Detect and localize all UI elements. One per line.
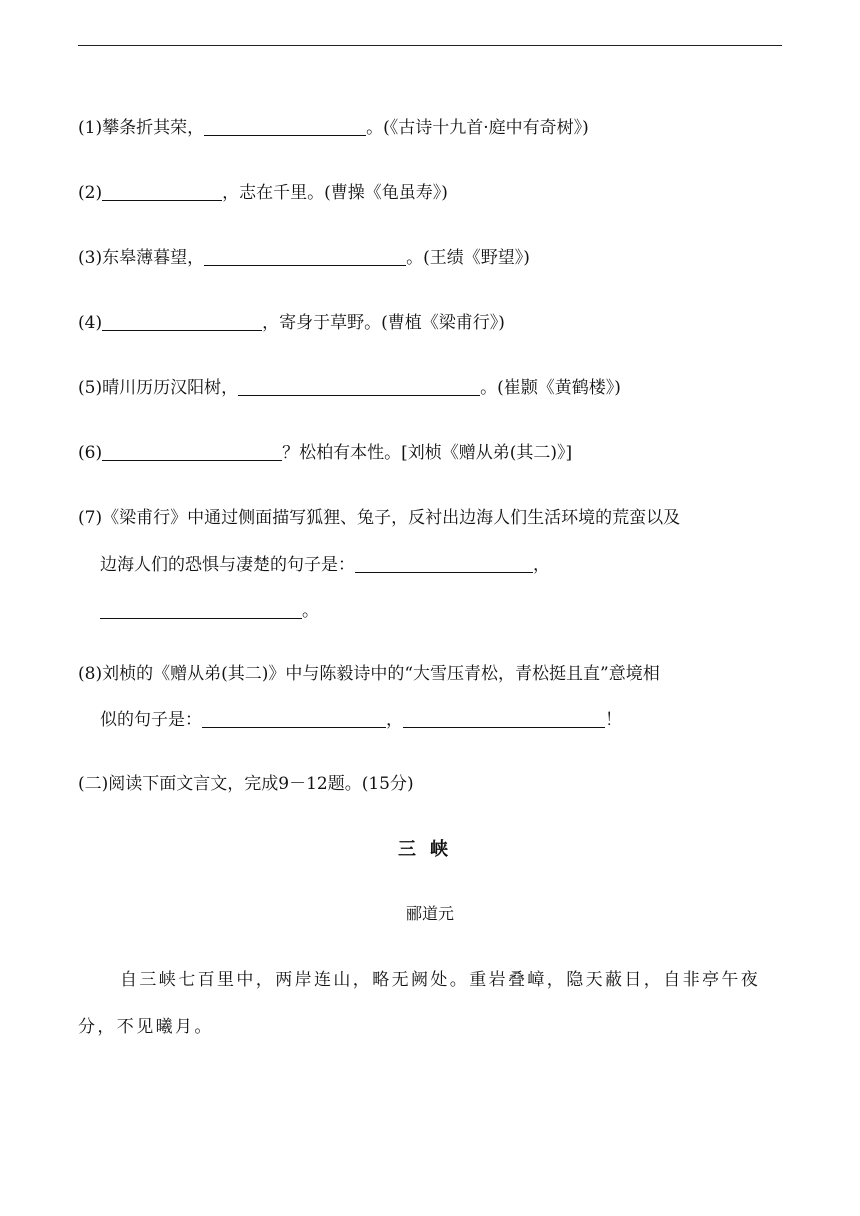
question-7-line-1	[78, 506, 788, 530]
q1-blank[interactable]	[204, 117, 366, 136]
q2-prefix: (2)	[78, 183, 103, 203]
q3-suffix: 。(王绩《野望》)	[406, 248, 530, 268]
q5-suffix: 。(崔颢《黄鹤楼》)	[480, 378, 621, 398]
q3-blank[interactable]	[204, 247, 406, 266]
q8-exclamation: ！	[605, 710, 622, 730]
question-1	[78, 116, 788, 140]
q4-blank[interactable]	[102, 312, 262, 331]
q1-suffix: 。(《古诗十九首·庭中有奇树》)	[366, 118, 589, 138]
passage-author: 郦道元	[405, 904, 454, 923]
q3-prefix: (3)东皋薄暮望，	[78, 248, 205, 268]
question-8-line-1	[78, 662, 788, 686]
question-7-line-2	[100, 553, 810, 577]
q6-prefix: (6)	[78, 443, 103, 463]
q7-period: 。	[302, 601, 319, 621]
q8-text: (8)刘桢的《赠从弟(其二)》中与陈毅诗中的“大雪压青松，青松挺且直”意境相	[78, 664, 660, 684]
q6-suffix: ？松柏有本性。[刘桢《赠从弟(其二)》]	[282, 443, 573, 463]
q7-prompt: 边海人们的恐惧与凄楚的句子是：	[100, 555, 355, 575]
section-heading	[78, 772, 788, 796]
q7-comma: ，	[533, 555, 550, 575]
q8-prompt: 似的句子是：	[100, 710, 202, 730]
question-4	[78, 311, 788, 335]
q4-prefix: (4)	[78, 313, 103, 333]
q8-blank-2[interactable]	[403, 709, 605, 728]
q7-blank-2[interactable]	[100, 600, 302, 619]
header-rule	[78, 45, 782, 46]
q7-blank-1[interactable]	[355, 554, 533, 573]
question-2	[78, 181, 788, 205]
q8-comma: ，	[386, 710, 403, 730]
question-3	[78, 246, 788, 270]
passage-line-1: 自三峡七百里中，两岸连山，略无阙处。重岩叠嶂，隐天蔽日，自非亭午夜	[120, 970, 761, 990]
q4-suffix: ，寄身于草野。(曹植《梁甫行》)	[262, 313, 505, 333]
passage-line-2: 分，不见曦月。	[78, 1017, 214, 1037]
q2-blank[interactable]	[102, 182, 222, 201]
question-5	[78, 376, 788, 400]
q8-blank-1[interactable]	[202, 709, 386, 728]
q1-prefix: (1)攀条折其荣，	[78, 118, 205, 138]
passage-title: 三峡	[398, 839, 462, 860]
q7-text: (7)《梁甫行》中通过侧面描写狐狸、兔子，反衬出边海人们生活环境的荒蛮以及	[78, 508, 681, 528]
q5-blank[interactable]	[238, 377, 480, 396]
q5-prefix: (5)晴川历历汉阳树，	[78, 378, 239, 398]
question-7-line-3	[100, 599, 810, 623]
section-text: (二)阅读下面文言文，完成9－12题。(15分)	[78, 774, 414, 794]
q6-blank[interactable]	[102, 442, 282, 461]
q2-suffix: ，志在千里。(曹操《龟虽寿》)	[222, 183, 448, 203]
question-8-line-2	[100, 708, 810, 732]
question-6	[78, 441, 788, 465]
